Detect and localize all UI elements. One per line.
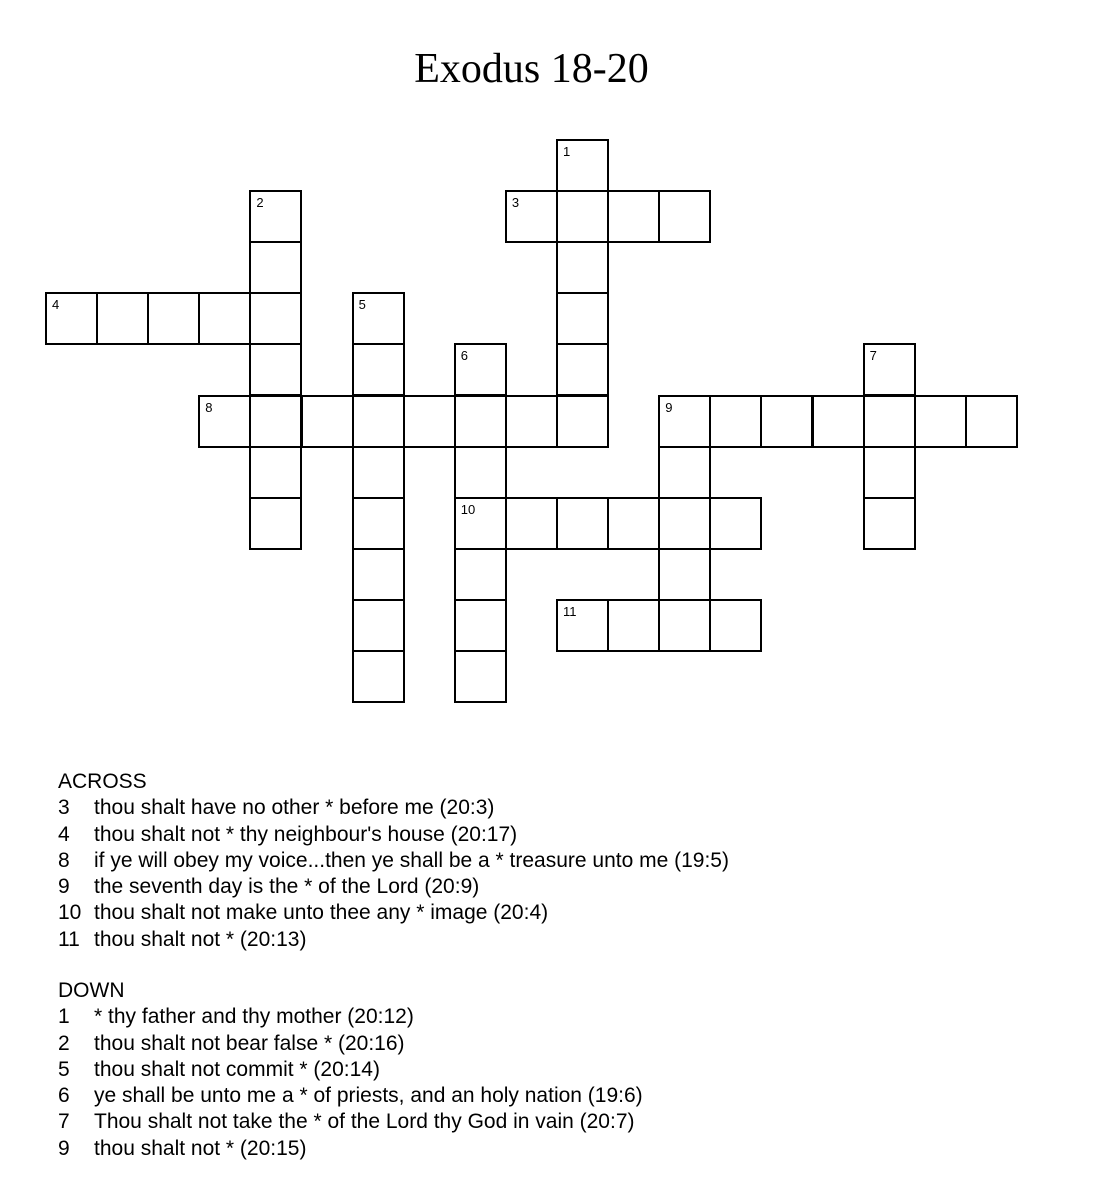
crossword-cell[interactable] xyxy=(709,395,762,448)
down-clue xyxy=(58,1136,643,1162)
clue-text: thou shalt not * (20:15) xyxy=(94,1136,307,1160)
cell-number: 5 xyxy=(358,297,366,313)
crossword-cell[interactable] xyxy=(454,395,507,448)
across-clue xyxy=(58,848,729,874)
clue-number: 4 xyxy=(58,822,70,846)
crossword-cell[interactable] xyxy=(709,497,762,550)
across-clue xyxy=(58,900,729,926)
crossword-cell[interactable] xyxy=(505,190,558,243)
crossword-cell[interactable] xyxy=(352,548,405,601)
crossword-cell[interactable] xyxy=(352,292,405,345)
crossword-cell[interactable] xyxy=(863,497,916,550)
cell-number: 4 xyxy=(52,297,60,313)
across-clue xyxy=(58,795,729,821)
clue-text: Thou shalt not take the * of the Lord thy God in vain (20:7) xyxy=(94,1110,635,1134)
down-clues xyxy=(58,978,643,1162)
clue-text: thou shalt not * (20:13) xyxy=(94,927,307,951)
crossword-cell[interactable] xyxy=(249,497,302,550)
cell-number: 2 xyxy=(256,195,264,211)
crossword-cell[interactable] xyxy=(198,292,251,345)
crossword-cell[interactable] xyxy=(863,343,916,396)
crossword-cell[interactable] xyxy=(454,599,507,652)
clue-text: if ye will obey my voice...then ye shall be a * treasure unto me (19:5) xyxy=(94,848,729,872)
crossword-cell[interactable] xyxy=(556,139,609,192)
crossword-cell[interactable] xyxy=(556,241,609,294)
crossword-cell[interactable] xyxy=(249,241,302,294)
crossword-cell[interactable] xyxy=(352,343,405,396)
clue-number: 7 xyxy=(58,1110,70,1134)
down-clue xyxy=(58,1057,643,1083)
crossword-cell[interactable] xyxy=(45,292,98,345)
crossword-cell[interactable] xyxy=(505,497,558,550)
page-title: Exodus 18-20 xyxy=(414,46,649,92)
crossword-cell[interactable] xyxy=(249,190,302,243)
clue-text: thou shalt not make unto thee any * image (20:4) xyxy=(94,901,549,925)
clue-number: 10 xyxy=(58,901,82,925)
clue-text: * thy father and thy mother (20:12) xyxy=(94,1005,414,1029)
crossword-cell[interactable] xyxy=(607,190,660,243)
clue-number: 3 xyxy=(58,796,70,820)
cell-number: 11 xyxy=(563,603,577,619)
clue-number: 9 xyxy=(58,1136,70,1160)
crossword-cell[interactable] xyxy=(556,497,609,550)
crossword-cell[interactable] xyxy=(147,292,200,345)
crossword-cell[interactable] xyxy=(454,446,507,499)
crossword-cell[interactable] xyxy=(556,599,609,652)
clue-number: 1 xyxy=(58,1005,70,1029)
across-clue xyxy=(58,874,729,900)
crossword-cell[interactable] xyxy=(658,548,711,601)
clue-number: 9 xyxy=(58,875,70,899)
clue-text: thou shalt have no other * before me (20:3) xyxy=(94,796,495,820)
crossword-cell[interactable] xyxy=(352,446,405,499)
across-clue xyxy=(58,927,729,953)
across-clues xyxy=(58,769,729,953)
down-clue xyxy=(58,1083,643,1109)
crossword-cell[interactable] xyxy=(658,395,711,448)
crossword-cell[interactable] xyxy=(556,395,609,448)
crossword-cell[interactable] xyxy=(607,497,660,550)
clue-number: 11 xyxy=(58,927,80,951)
clue-number: 2 xyxy=(58,1031,70,1055)
clue-number: 8 xyxy=(58,848,70,872)
clue-text: thou shalt not commit * (20:14) xyxy=(94,1057,380,1081)
crossword-cell[interactable] xyxy=(760,395,813,448)
crossword-cell[interactable] xyxy=(198,395,251,448)
across-heading: ACROSS xyxy=(58,770,147,793)
cell-number: 6 xyxy=(460,348,469,364)
clue-text: thou shalt not * thy neighbour's house (20:17) xyxy=(94,822,518,846)
crossword-cell[interactable] xyxy=(556,343,609,396)
crossword-cell[interactable] xyxy=(352,497,405,550)
cell-number: 3 xyxy=(511,195,520,211)
clue-text: ye shall be unto me a * of priests, and an holy nation (19:6) xyxy=(94,1084,643,1108)
cell-number: 9 xyxy=(665,399,673,415)
down-clue xyxy=(58,1031,643,1057)
crossword-cell[interactable] xyxy=(249,446,302,499)
crossword-cell[interactable] xyxy=(301,395,354,448)
crossword-cell[interactable] xyxy=(863,395,916,448)
crossword-cell[interactable] xyxy=(607,599,660,652)
across-clue-list xyxy=(58,795,729,953)
crossword-cell[interactable] xyxy=(403,395,456,448)
crossword-cell[interactable] xyxy=(454,650,507,703)
cell-number: 7 xyxy=(869,348,877,364)
cell-number: 10 xyxy=(460,501,476,517)
clue-text: the seventh day is the * of the Lord (20:9) xyxy=(94,875,480,899)
crossword-cell[interactable] xyxy=(658,599,711,652)
clue-number: 6 xyxy=(58,1084,70,1108)
clue-text: thou shalt not bear false * (20:16) xyxy=(94,1031,405,1055)
crossword-cell[interactable] xyxy=(863,446,916,499)
crossword-cell[interactable] xyxy=(709,599,762,652)
crossword-cell[interactable] xyxy=(352,395,405,448)
down-clue xyxy=(58,1109,643,1135)
down-heading: DOWN xyxy=(58,979,125,1002)
crossword-cell[interactable] xyxy=(249,395,302,448)
crossword-cell[interactable] xyxy=(556,190,609,243)
crossword-cell[interactable] xyxy=(249,292,302,345)
down-clue-list xyxy=(58,1004,643,1162)
cell-number: 1 xyxy=(563,144,571,159)
crossword-cell[interactable] xyxy=(352,599,405,652)
cell-number: 8 xyxy=(205,399,213,415)
down-clue xyxy=(58,1004,643,1030)
crossword-cell[interactable] xyxy=(658,190,711,243)
crossword-cell[interactable] xyxy=(812,395,865,448)
crossword-cell[interactable] xyxy=(658,446,711,499)
crossword-cell[interactable] xyxy=(914,395,967,448)
crossword-cell[interactable] xyxy=(454,548,507,601)
crossword-cell[interactable] xyxy=(556,292,609,345)
across-clue xyxy=(58,822,729,848)
crossword-cell[interactable] xyxy=(454,343,507,396)
crossword-cell[interactable] xyxy=(658,497,711,550)
crossword-cell[interactable] xyxy=(249,343,302,396)
crossword-cell[interactable] xyxy=(505,395,558,448)
crossword-cell[interactable] xyxy=(96,292,149,345)
crossword-cell[interactable] xyxy=(965,395,1018,448)
crossword-cell[interactable] xyxy=(352,650,405,703)
clue-number: 5 xyxy=(58,1057,70,1081)
crossword-cell[interactable] xyxy=(454,497,507,550)
